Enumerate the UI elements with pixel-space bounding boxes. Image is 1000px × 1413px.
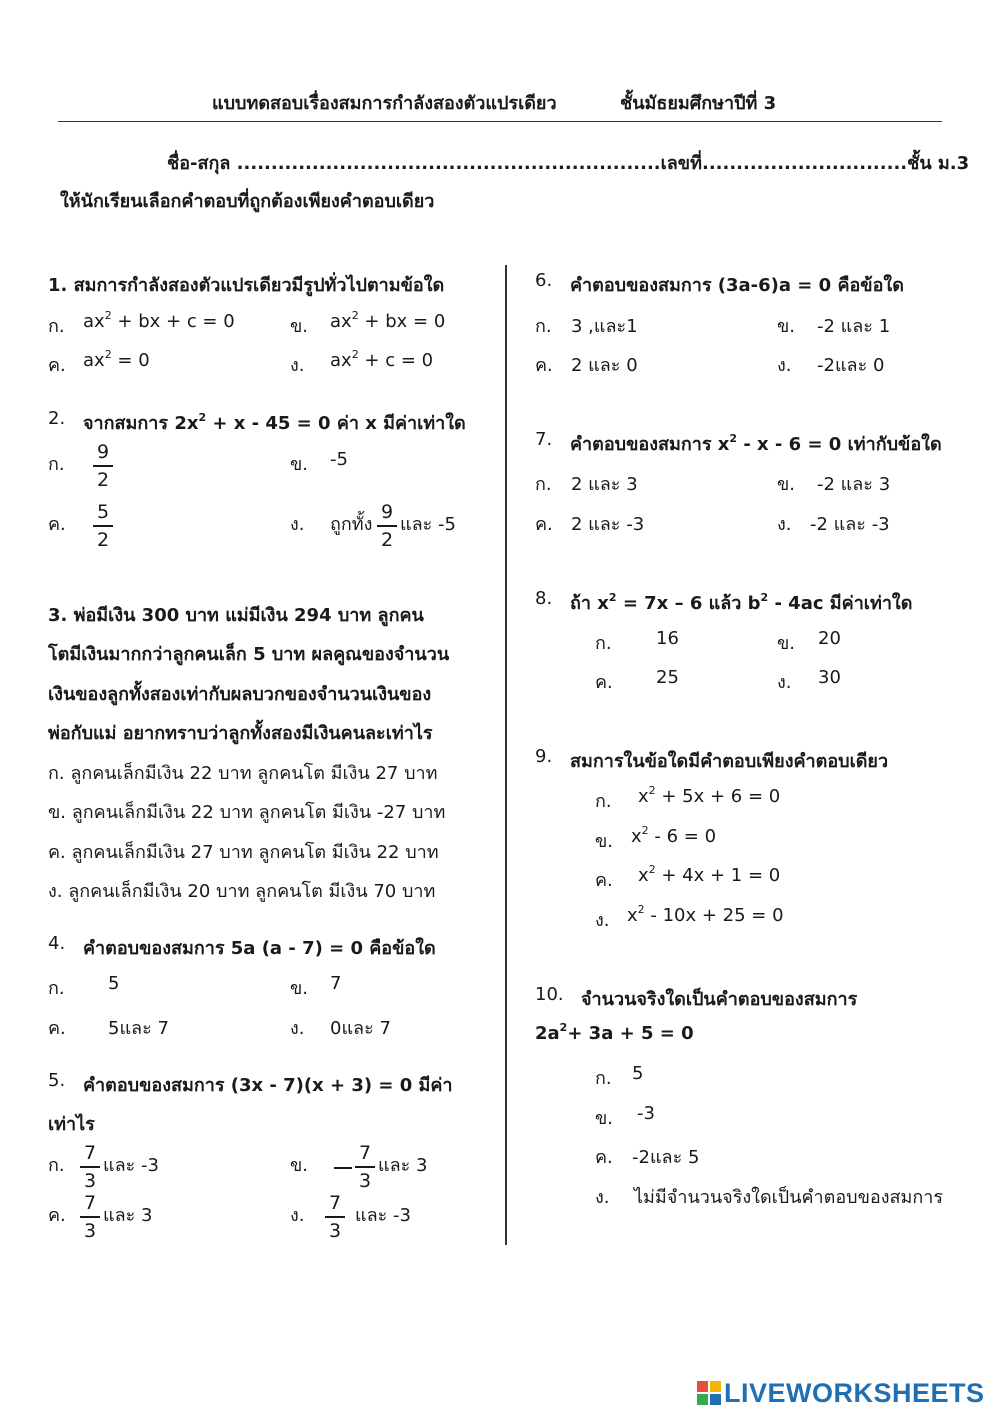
q9-label-d: ง. — [595, 910, 610, 931]
q3-option-a[interactable]: ก. ลูกคนเล็กมีเงิน 22 บาท ลูกคนโต มีเงิน 27 บาท — [48, 763, 438, 784]
q1-option-b[interactable]: $ax^2$ + bx = 0 — [330, 309, 446, 332]
q5-option-b-minus-sign — [334, 1167, 352, 1169]
q4-option-d[interactable]: 0และ 7 — [330, 1018, 391, 1039]
q5-stem-cont: เท่าไร — [48, 1114, 95, 1135]
q8-label-c: ค. — [595, 672, 613, 693]
q7-stem: คำตอบของสมการ $x^2 - x - 6 = 0$ เท่ากับข้อใด — [570, 432, 942, 455]
q3-option-b[interactable]: ข. ลูกคนเล็กมีเงิน 22 บาท ลูกคนโต มีเงิน -27 บาท — [48, 802, 446, 823]
q2-option-a-fraction[interactable]: 9 2 — [93, 440, 113, 492]
q2-option-b[interactable]: -5 — [330, 449, 348, 470]
q7-option-b[interactable]: -2 และ 3 — [817, 474, 891, 495]
q1-label-c: ค. — [48, 355, 66, 376]
q7-option-d[interactable]: -2 และ -3 — [810, 514, 890, 535]
q2-label-a: ก. — [48, 454, 65, 475]
q4-stem: คำตอบของสมการ 5a (a - 7) = 0 คือข้อใด — [83, 938, 436, 959]
q5-option-a-suffix: และ -3 — [103, 1155, 159, 1176]
q1-label-d: ง. — [290, 355, 305, 376]
q1-stem: 1. สมการกำลังสองตัวแปรเดียวมีรูปทั่วไปตามข้อใด — [48, 275, 445, 296]
q4-option-c[interactable]: 5และ 7 — [108, 1018, 169, 1039]
liveworksheets-logo — [697, 1376, 985, 1410]
q8-option-d[interactable]: 30 — [818, 667, 841, 688]
q9-number: 9. — [535, 746, 553, 767]
q1-label-a: ก. — [48, 316, 65, 337]
q8-label-b: ข. — [777, 633, 796, 654]
q5-option-a-fraction[interactable]: 7 3 — [80, 1141, 100, 1193]
q7-label-d: ง. — [777, 514, 792, 535]
grade-label: ชั้นมัธยมศึกษาปีที่ 3 — [620, 93, 777, 114]
q10-label-a: ก. — [595, 1068, 612, 1089]
q10-label-c: ค. — [595, 1147, 613, 1168]
q3-option-c[interactable]: ค. ลูกคนเล็กมีเงิน 27 บาท ลูกคนโต มีเงิน 22 บาท — [48, 842, 439, 863]
q4-option-b[interactable]: 7 — [330, 973, 342, 994]
q6-label-c: ค. — [535, 355, 553, 376]
q6-option-d[interactable]: -2และ 0 — [817, 355, 885, 376]
q5-label-c: ค. — [48, 1205, 66, 1226]
q5-stem: คำตอบของสมการ (3x - 7)(x + 3) = 0 มีค่า — [83, 1075, 453, 1096]
q5-label-a: ก. — [48, 1155, 65, 1176]
q5-label-d: ง. — [290, 1205, 305, 1226]
q9-label-c: ค. — [595, 870, 613, 891]
q9-label-b: ข. — [595, 831, 614, 852]
q7-label-b: ข. — [777, 474, 796, 495]
q3-stem-line-1: 3. พ่อมีเงิน 300 บาท แม่มีเงิน 294 บาท ลูกคน — [48, 605, 424, 626]
q10-option-a[interactable]: 5 — [632, 1063, 644, 1084]
q9-option-c[interactable]: $x^2 + 4x + 1 = 0$ — [638, 863, 781, 886]
q9-label-a: ก. — [595, 791, 612, 812]
q5-option-c-suffix: และ 3 — [103, 1205, 153, 1226]
q8-number: 8. — [535, 588, 553, 609]
q2-option-d-prefix[interactable]: ถูกทั้ง — [330, 514, 373, 535]
q1-label-b: ข. — [290, 316, 309, 337]
q10-number: 10. — [535, 984, 564, 1005]
q2-stem: จากสมการ $2x^2 + x - 45 = 0$ ค่า x มีค่าเท่าใด — [83, 411, 466, 434]
q2-option-c-fraction[interactable]: 5 2 — [93, 500, 113, 552]
q10-option-d[interactable]: ไม่มีจำนวนจริงใดเป็นคำตอบของสมการ — [634, 1187, 944, 1208]
q4-label-b: ข. — [290, 978, 309, 999]
q4-option-a[interactable]: 5 — [108, 973, 120, 994]
q9-option-b[interactable]: $x^2 - 6 = 0$ — [631, 824, 717, 847]
q8-label-a: ก. — [595, 633, 612, 654]
q7-option-c[interactable]: 2 และ -3 — [571, 514, 645, 535]
q5-option-b-fraction[interactable]: 7 3 — [355, 1141, 375, 1193]
q3-stem-line-3: เงินของลูกทั้งสองเท่ากับผลบวกของจำนวนเงินของ — [48, 684, 432, 705]
q7-number: 7. — [535, 429, 553, 450]
q10-stem: จำนวนจริงใดเป็นคำตอบของสมการ — [581, 989, 858, 1010]
q10-label-b: ข. — [595, 1108, 614, 1129]
q3-stem-line-4: พ่อกับแม่ อยากทราบว่าลูกทั้งสองมีเงินคนละเท่าไร — [48, 723, 433, 744]
liveworksheets-brand-text: LIVEWORKSHEETS — [724, 1377, 985, 1408]
q5-option-d-fraction[interactable]: 7 3 — [325, 1191, 345, 1243]
q9-stem: สมการในข้อใดมีคำตอบเพียงคำตอบเดียว — [570, 751, 889, 772]
q10-option-b[interactable]: -3 — [637, 1103, 655, 1124]
q7-label-a: ก. — [535, 474, 552, 495]
q4-label-c: ค. — [48, 1018, 66, 1039]
liveworksheets-grid-icon — [697, 1381, 721, 1405]
q6-number: 6. — [535, 270, 553, 291]
test-title: แบบทดสอบเรื่องสมการกำลังสองตัวแปรเดียว — [212, 93, 557, 114]
q10-equation: $2a^2+ 3a + 5 = 0$ — [535, 1021, 694, 1044]
instruction: ให้นักเรียนเลือกคำตอบที่ถูกต้องเพียงคำตอบเดียว — [60, 191, 435, 212]
q9-option-a[interactable]: $x^2 + 5x + 6 = 0$ — [638, 784, 781, 807]
q6-option-c[interactable]: 2 และ 0 — [571, 355, 638, 376]
q4-label-d: ง. — [290, 1018, 305, 1039]
q7-option-a[interactable]: 2 และ 3 — [571, 474, 638, 495]
q1-option-d[interactable]: $ax^2 + c = 0$ — [330, 348, 434, 371]
q4-label-a: ก. — [48, 978, 65, 999]
student-info-line: ชื่อ-สกุล ..............................................................เลขที่..............................ชั้น ม.3 — [167, 153, 970, 174]
q8-option-c[interactable]: 25 — [656, 667, 679, 688]
q2-label-b: ข. — [290, 454, 309, 475]
q6-label-a: ก. — [535, 316, 552, 337]
q6-label-b: ข. — [777, 316, 796, 337]
q6-label-d: ง. — [777, 355, 792, 376]
q5-number: 5. — [48, 1070, 66, 1091]
q10-label-d: ง. — [595, 1187, 610, 1208]
q5-label-b: ข. — [290, 1155, 309, 1176]
q2-option-d-fraction: 9 2 — [377, 500, 397, 552]
q1-option-c[interactable]: $ax^2 = 0$ — [83, 348, 150, 371]
q2-number: 2. — [48, 408, 66, 429]
q5-option-b-suffix: และ 3 — [378, 1155, 428, 1176]
q7-label-c: ค. — [535, 514, 553, 535]
q8-option-b[interactable]: 20 — [818, 628, 841, 649]
q6-option-a[interactable]: 3 ,และ1 — [571, 316, 638, 337]
q8-option-a[interactable]: 16 — [656, 628, 679, 649]
header-divider — [58, 121, 942, 122]
q4-number: 4. — [48, 933, 66, 954]
q9-option-d[interactable]: $x^2 - 10x + 25 = 0$ — [627, 903, 784, 926]
q8-stem: ถ้า $x^2 = 7x - 6$ แล้ว $b^2 - 4ac$ มีค่าเท่าใด — [570, 591, 913, 614]
q6-option-b[interactable]: -2 และ 1 — [817, 316, 891, 337]
q2-option-d-suffix: และ -5 — [400, 514, 456, 535]
q3-option-d[interactable]: ง. ลูกคนเล็กมีเงิน 20 บาท ลูกคนโต มีเงิน 70 บาท — [48, 881, 436, 902]
q3-stem-line-2: โตมีเงินมากกว่าลูกคนเล็ก 5 บาท ผลคูณของจำนวน — [48, 644, 450, 665]
q5-option-c-fraction[interactable]: 7 3 — [80, 1191, 100, 1243]
q10-option-c[interactable]: -2และ 5 — [632, 1147, 700, 1168]
q5-option-d-suffix: และ -3 — [355, 1205, 411, 1226]
q8-label-d: ง. — [777, 672, 792, 693]
q6-stem: คำตอบของสมการ (3a-6)a = 0 คือข้อใด — [570, 275, 904, 296]
q2-label-c: ค. — [48, 514, 66, 535]
q2-label-d: ง. — [290, 514, 305, 535]
q1-option-a[interactable]: $ax^2$ + bx + c = 0 — [83, 309, 235, 332]
column-divider — [505, 265, 507, 1245]
